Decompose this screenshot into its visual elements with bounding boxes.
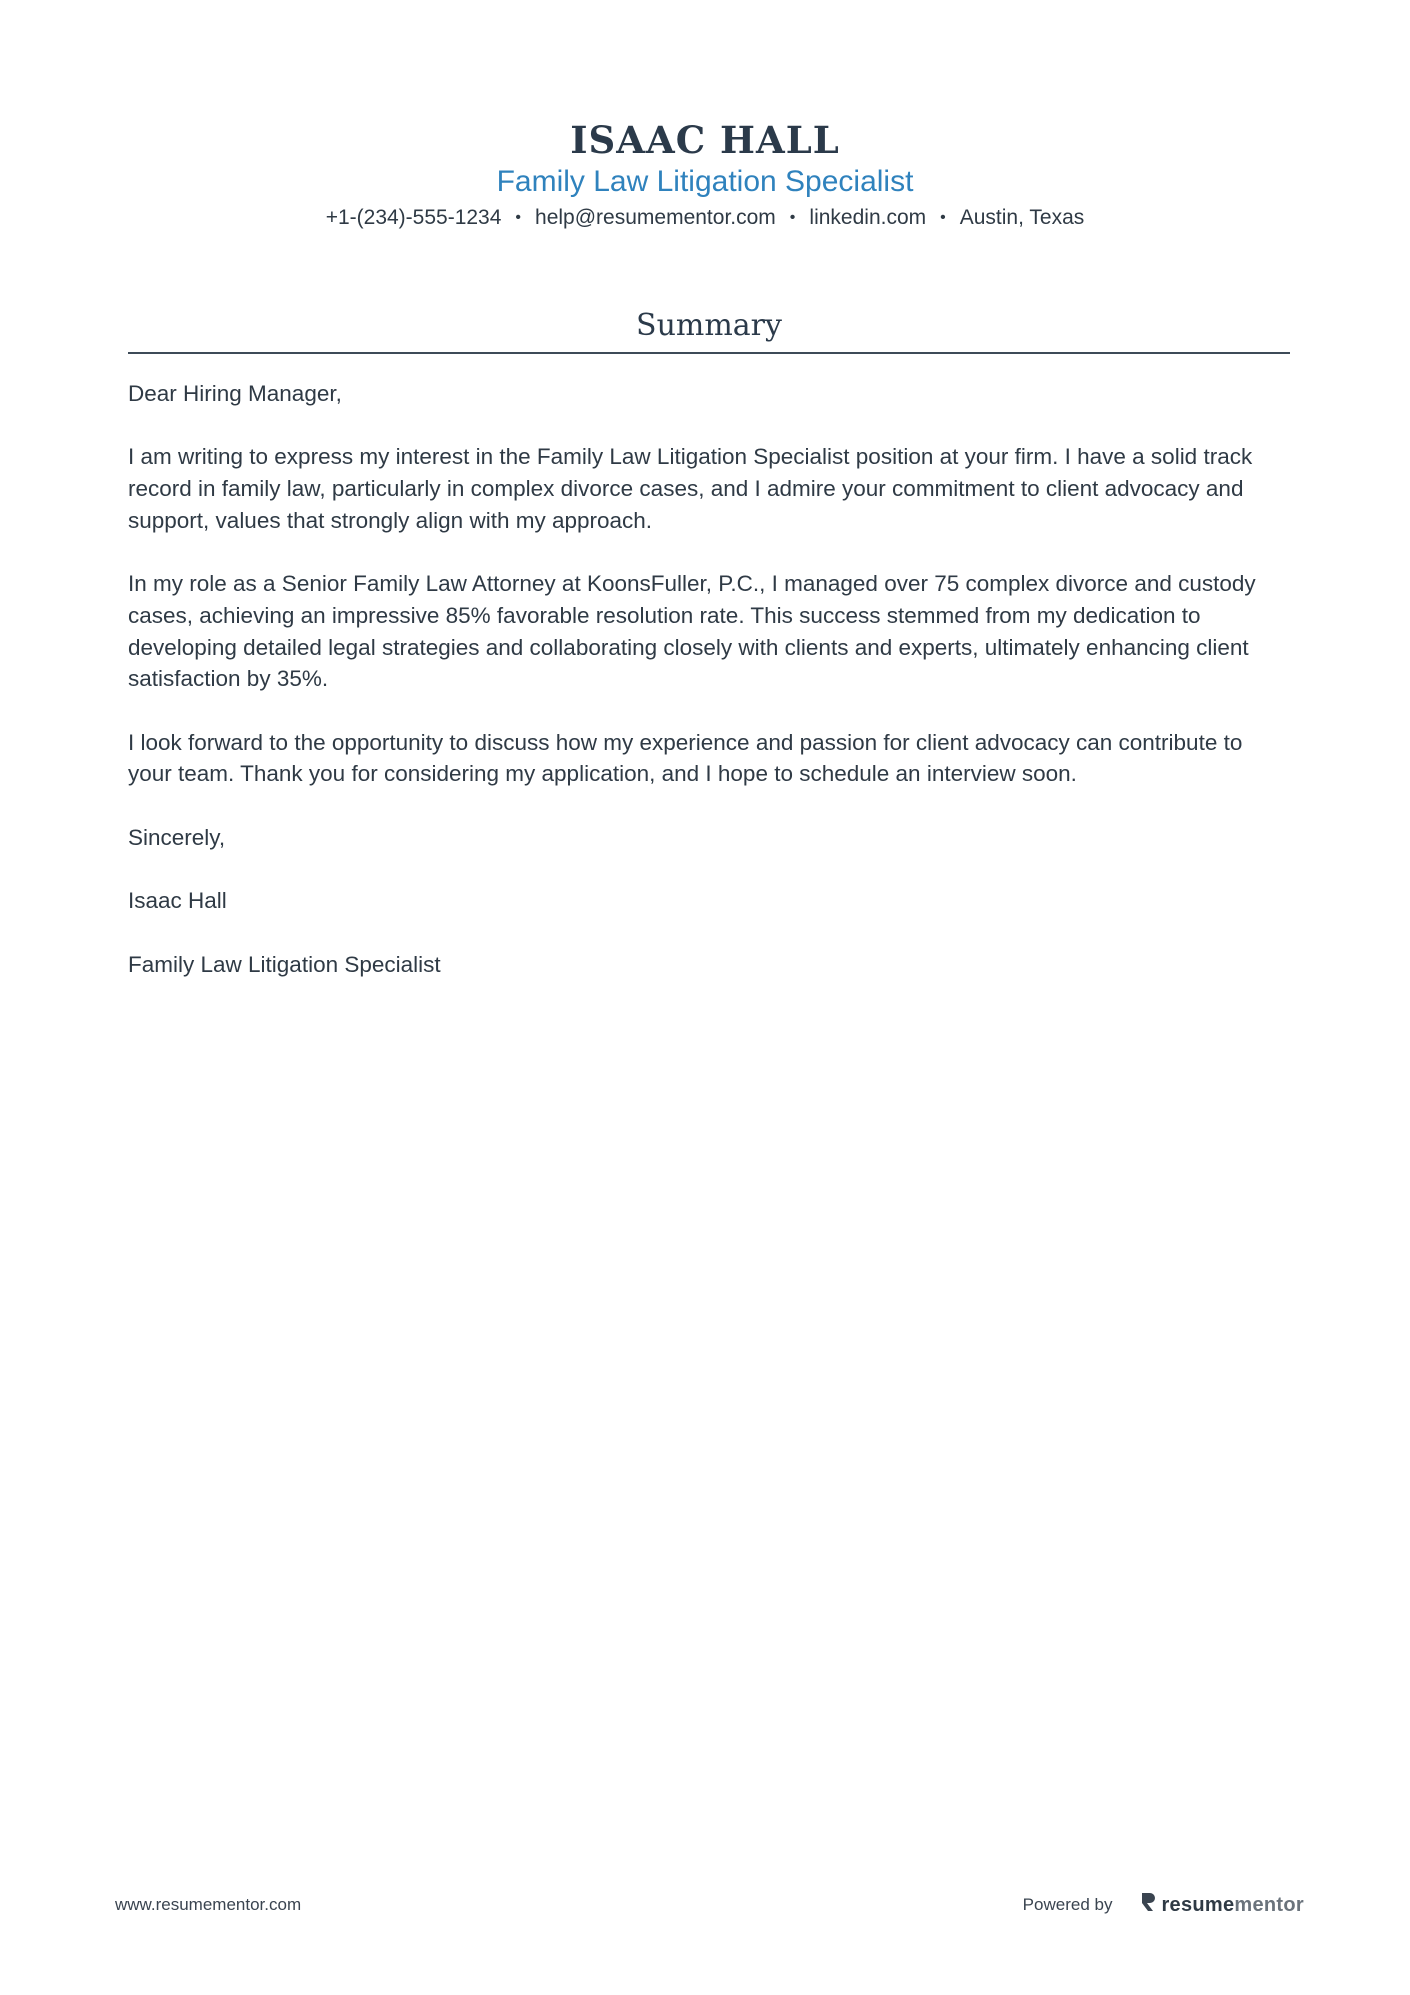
signature-title: Family Law Litigation Specialist <box>128 951 441 977</box>
contact-linkedin[interactable]: linkedin.com <box>809 206 927 229</box>
footer-brand <box>1023 1891 1304 1919</box>
letter-body <box>128 378 1290 1012</box>
letter-closing: Sincerely, <box>128 824 226 850</box>
candidate-name: ISAAC HALL <box>570 118 840 162</box>
brand-text-resume: resume <box>1161 1893 1235 1916</box>
section-heading-summary: Summary <box>128 306 1290 354</box>
powered-by-label: Powered by <box>1022 1895 1113 1914</box>
signature-name: Isaac Hall <box>128 888 227 914</box>
contact-email[interactable]: help@resumementor.com <box>535 206 776 229</box>
contact-phone: +1-(234)-555-1234 <box>325 206 502 229</box>
letter-paragraph: I look forward to the opportunity to discuss how my experience and passion for client advocacy can contribute to your team. Thank you for considering my application, and I hope to schedule an interview soon. <box>128 729 1243 787</box>
contact-line <box>0 204 1410 232</box>
letter-paragraph: I am writing to express my interest in the Family Law Litigation Specialist position at your firm. I have a solid track record in family law, particularly in complex divorce cases, and I admire your commitment to client advocacy and support, values that strongly align with my approach. <box>128 444 1253 533</box>
contact-separator: • <box>940 209 946 226</box>
brand-text-mentor: mentor <box>1234 1893 1304 1916</box>
contact-location: Austin, Texas <box>959 206 1085 229</box>
resumementor-logo-icon <box>1140 1891 1156 1919</box>
footer-website[interactable]: www.resumementor.com <box>115 1895 302 1914</box>
contact-separator: • <box>789 209 796 226</box>
letter-paragraph: In my role as a Senior Family Law Attorney at KoonsFuller, P.C., I managed over 75 complex divorce and custody cases, achieving an impressive 85% favorable resolution rate. This success stemmed from my dedication to developing detailed legal strategies and collaborating closely with clients and experts, ultimately enhancing client satisfaction by 35%. <box>128 571 1256 692</box>
header <box>0 118 1410 232</box>
contact-separator: • <box>515 209 522 226</box>
candidate-title: Family Law Litigation Specialist <box>496 165 914 198</box>
brand-logo[interactable] <box>1140 1891 1304 1919</box>
letter-greeting: Dear Hiring Manager, <box>128 381 342 406</box>
